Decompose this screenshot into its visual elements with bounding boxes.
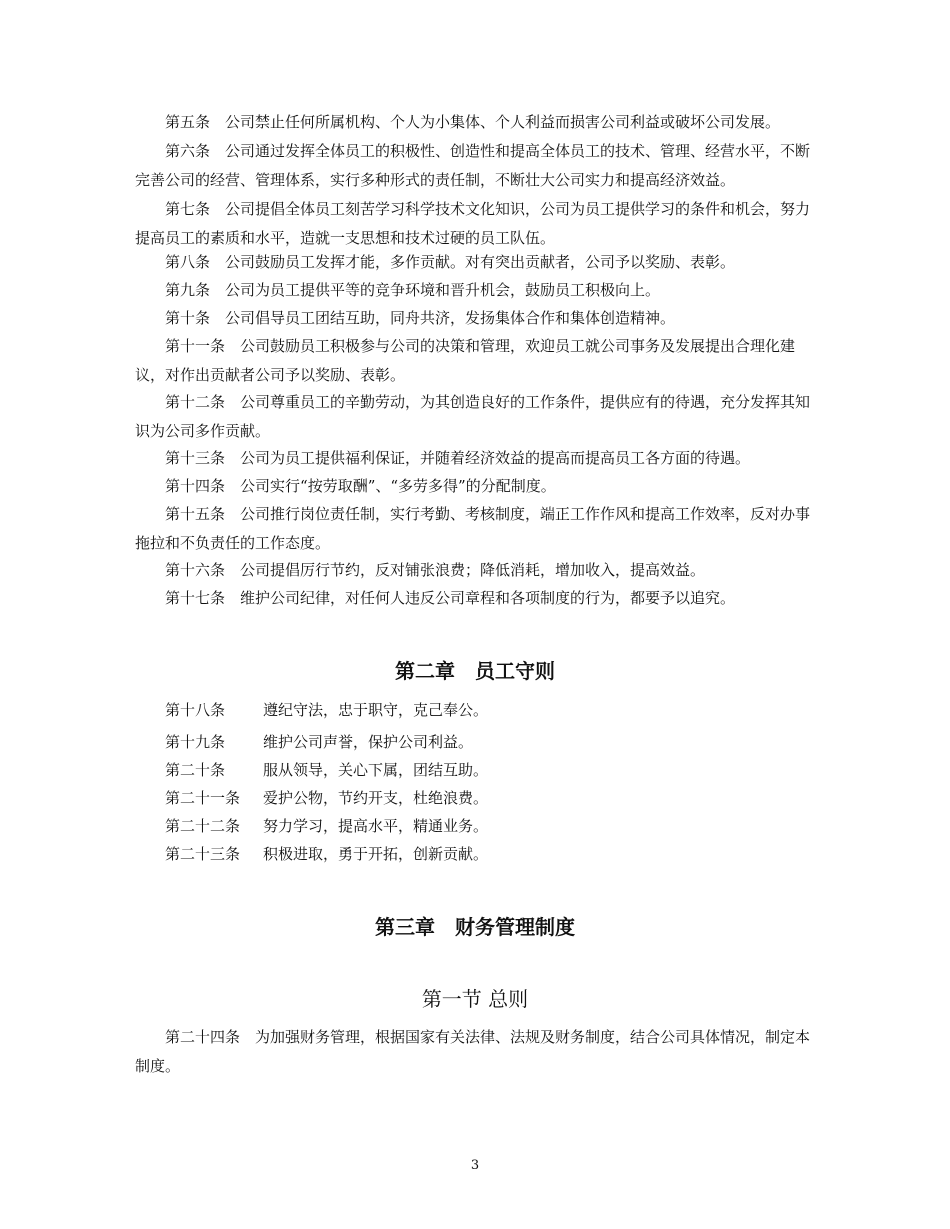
article-10: 第十条 公司倡导员工团结互助，同舟共济，发扬集体合作和集体创造精神。 <box>165 309 676 327</box>
article-17: 第十七条 维护公司纪律，对任何人违反公司章程和各项制度的行为，都要予以追究。 <box>165 589 736 607</box>
article-13: 第十三条 公司为员工提供福利保证，并随着经济效益的提高而提高员工各方面的待遇。 <box>165 449 751 467</box>
article-6: 第六条 公司通过发挥全体员工的积极性、创造性和提高全体员工的技术、管理、经营水平，不断完善公司的经营、管理体系，实行多种形式的责任制，不断壮大公司实力和提高经济效益。 <box>135 142 811 189</box>
article-24: 第二十四条 为加强财务管理，根据国家有关法律、法规及财务制度，结合公司具体情况，制定本制度。 <box>135 1028 811 1075</box>
article-9: 第九条 公司为员工提供平等的竞争环境和晋升机会，鼓励员工积极向上。 <box>165 281 661 299</box>
chapter-2-title: 第二章 员工守则 <box>395 659 555 683</box>
rule-19: 第十九条 维护公司声誉，保护公司利益。 <box>165 733 474 751</box>
article-15: 第十五条 公司推行岗位责任制，实行考勤、考核制度，端正工作作风和提高工作效率，反对办事拖拉和不负责任的工作态度。 <box>135 505 811 552</box>
article-7: 第七条 公司提倡全体员工刻苦学习科学技术文化知识，公司为员工提供学习的条件和机会，努力提高员工的素质和水平，造就一支思想和技术过硬的员工队伍。 <box>135 200 811 247</box>
article-11: 第十一条 公司鼓励员工积极参与公司的决策和管理，欢迎员工就公司事务及发展提出合理化建议，对作出贡献者公司予以奖励、表彰。 <box>135 337 796 384</box>
article-16: 第十六条 公司提倡厉行节约，反对铺张浪费；降低消耗，增加收入，提高效益。 <box>165 561 706 579</box>
section-1-title: 第一节 总则 <box>421 987 529 1011</box>
rule-20: 第二十条 服从领导，关心下属，团结互助。 <box>165 761 489 779</box>
chapter-3-title: 第三章 财务管理制度 <box>375 915 575 939</box>
page-number: 3 <box>470 1158 480 1173</box>
rule-21: 第二十一条 爱护公物，节约开支，杜绝浪费。 <box>165 789 489 807</box>
article-12: 第十二条 公司尊重员工的辛勤劳动，为其创造良好的工作条件，提供应有的待遇，充分发挥其知识为公司多作贡献。 <box>135 393 811 440</box>
article-14: 第十四条 公司实行“按劳取酬”、“多劳多得”的分配制度。 <box>165 477 556 495</box>
rule-22: 第二十二条 努力学习，提高水平，精通业务。 <box>165 817 489 835</box>
rule-18: 第十八条 遵纪守法，忠于职守，克己奉公。 <box>165 701 489 719</box>
article-8: 第八条 公司鼓励员工发挥才能，多作贡献。对有突出贡献者，公司予以奖励、表彰。 <box>165 253 736 271</box>
article-5: 第五条 公司禁止任何所属机构、个人为小集体、个人利益而损害公司利益或破坏公司发展。 <box>165 113 781 131</box>
rule-23: 第二十三条 积极进取，勇于开拓，创新贡献。 <box>165 845 489 863</box>
